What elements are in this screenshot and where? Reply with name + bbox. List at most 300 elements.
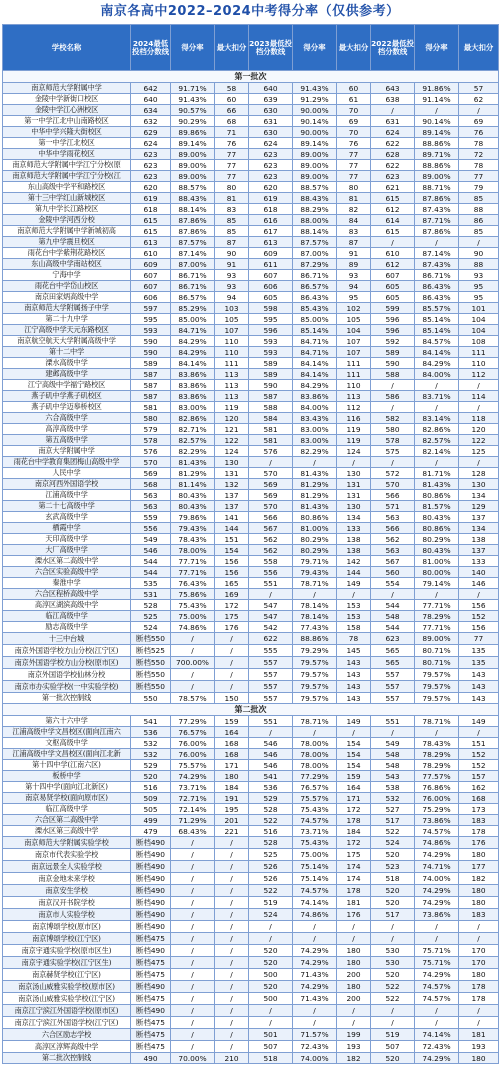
cell-rate-2023: 84.71% bbox=[293, 336, 337, 347]
cell-cutoff-2022: 570 bbox=[371, 479, 415, 490]
cell-school-name: 南京市办实验学校(一中实验学校) bbox=[3, 681, 131, 693]
table-row bbox=[3, 171, 499, 182]
cell-rate-2024: / bbox=[171, 993, 215, 1005]
cell-cutoff-2022: 532 bbox=[371, 793, 415, 804]
cell-rate-2023: 79.57% bbox=[293, 657, 337, 669]
cell-cutoff-2024: 509 bbox=[131, 793, 171, 804]
cell-deduction-2024: 113 bbox=[215, 391, 249, 402]
cell-cutoff-2023: 584 bbox=[249, 413, 293, 424]
cell-cutoff-2022: / bbox=[371, 457, 415, 468]
cell-rate-2023: 87.57% bbox=[293, 237, 337, 248]
cell-school-name: 东山高级中学平和路校区 bbox=[3, 182, 131, 193]
cell-cutoff-2023: 547 bbox=[249, 611, 293, 622]
cell-deduction-2022: 178 bbox=[459, 993, 499, 1005]
cell-rate-2023: 85.43% bbox=[293, 303, 337, 314]
cell-rate-2024: / bbox=[171, 945, 215, 957]
cell-cutoff-2023: 630 bbox=[249, 127, 293, 138]
table-row bbox=[3, 945, 499, 957]
cell-rate-2022: 91.86% bbox=[415, 83, 459, 94]
table-row bbox=[3, 885, 499, 897]
cell-cutoff-2024: 642 bbox=[131, 83, 171, 94]
cell-cutoff-2023: 522 bbox=[249, 885, 293, 897]
cell-deduction-2024: 58 bbox=[215, 83, 249, 94]
cell-cutoff-2023: / bbox=[249, 457, 293, 468]
cell-deduction-2024: 168 bbox=[215, 738, 249, 749]
cell-cutoff-2022: 522 bbox=[371, 826, 415, 837]
cell-cutoff-2022: 544 bbox=[371, 600, 415, 611]
cell-cutoff-2022: 624 bbox=[371, 127, 415, 138]
cell-rate-2024: 83.00% bbox=[171, 402, 215, 413]
cell-rate-2022: 88.86% bbox=[415, 138, 459, 149]
cell-cutoff-2023: 546 bbox=[249, 738, 293, 749]
table-row bbox=[3, 105, 499, 116]
cell-cutoff-2023: 569 bbox=[249, 490, 293, 501]
table-row bbox=[3, 402, 499, 413]
cell-deduction-2022: 149 bbox=[459, 716, 499, 727]
cell-deduction-2022: 78 bbox=[459, 160, 499, 171]
cell-deduction-2022: / bbox=[459, 237, 499, 248]
cell-deduction-2022: / bbox=[459, 921, 499, 933]
cell-rate-2023: / bbox=[293, 921, 337, 933]
cell-rate-2022: 80.71% bbox=[415, 657, 459, 669]
cell-cutoff-2022: 543 bbox=[371, 771, 415, 782]
cell-rate-2023: 75.43% bbox=[293, 804, 337, 815]
table-row bbox=[3, 1017, 499, 1029]
cell-cutoff-2023: 613 bbox=[249, 237, 293, 248]
cell-cutoff-2022: 615 bbox=[371, 193, 415, 204]
cell-deduction-2023: 70 bbox=[337, 127, 371, 138]
table-row bbox=[3, 793, 499, 804]
cell-deduction-2022: 78 bbox=[459, 138, 499, 149]
cell-cutoff-2023: 519 bbox=[249, 897, 293, 909]
cell-cutoff-2022: 623 bbox=[371, 633, 415, 645]
cell-deduction-2023: 70 bbox=[337, 105, 371, 116]
cell-deduction-2022: / bbox=[459, 1017, 499, 1029]
cell-deduction-2022: 180 bbox=[459, 969, 499, 981]
cell-rate-2022: 75.29% bbox=[415, 804, 459, 815]
cell-rate-2022: 88.86% bbox=[415, 160, 459, 171]
cell-cutoff-2022: 520 bbox=[371, 849, 415, 861]
cell-deduction-2023: 84 bbox=[337, 215, 371, 226]
table-row bbox=[3, 1053, 499, 1064]
cell-deduction-2022: 72 bbox=[459, 149, 499, 160]
cell-deduction-2023: 95 bbox=[337, 292, 371, 303]
cell-deduction-2022: 77 bbox=[459, 171, 499, 182]
cell-school-name: 励志高级中学 bbox=[3, 622, 131, 633]
cell-rate-2022: 82.86% bbox=[415, 424, 459, 435]
cell-rate-2023: 79.57% bbox=[293, 681, 337, 693]
cell-cutoff-2023: 570 bbox=[249, 501, 293, 512]
cell-cutoff-2024: 断档490 bbox=[131, 873, 171, 885]
cell-deduction-2024: 85 bbox=[215, 226, 249, 237]
cell-deduction-2024: 141 bbox=[215, 512, 249, 523]
cell-deduction-2023: 149 bbox=[337, 578, 371, 589]
cell-rate-2024: / bbox=[171, 681, 215, 693]
cell-cutoff-2024: 570 bbox=[131, 457, 171, 468]
cell-cutoff-2023: 589 bbox=[249, 358, 293, 369]
table-row bbox=[3, 215, 499, 226]
cell-cutoff-2022: 517 bbox=[371, 815, 415, 826]
cell-cutoff-2022: 522 bbox=[371, 981, 415, 993]
cell-cutoff-2024: 断档490 bbox=[131, 861, 171, 873]
cell-deduction-2024: 137 bbox=[215, 490, 249, 501]
cell-deduction-2022: 181 bbox=[459, 1029, 499, 1041]
cell-rate-2023: 74.86% bbox=[293, 909, 337, 921]
cell-deduction-2024: 221 bbox=[215, 826, 249, 837]
cell-cutoff-2024: 618 bbox=[131, 204, 171, 215]
cell-cutoff-2024: 断档550 bbox=[131, 681, 171, 693]
cell-cutoff-2023: 624 bbox=[249, 138, 293, 149]
cell-rate-2024: 87.00% bbox=[171, 259, 215, 270]
table-row bbox=[3, 681, 499, 693]
cell-rate-2024: 91.43% bbox=[171, 94, 215, 105]
cell-school-name: 江浦高级中学文昌校区(面向江北新 bbox=[3, 749, 131, 760]
table-row bbox=[3, 1029, 499, 1041]
cell-rate-2024: 79.43% bbox=[171, 523, 215, 534]
cell-school-name: 六合区励志学校 bbox=[3, 1029, 131, 1041]
cell-cutoff-2022: 530 bbox=[371, 957, 415, 969]
cell-deduction-2024: 176 bbox=[215, 622, 249, 633]
cell-cutoff-2022: 562 bbox=[371, 534, 415, 545]
cell-cutoff-2024: 536 bbox=[131, 727, 171, 738]
table-row bbox=[3, 83, 499, 94]
cell-school-name: 南京河西外国语学校 bbox=[3, 479, 131, 490]
cell-rate-2023: 79.57% bbox=[293, 693, 337, 704]
cell-rate-2023: 89.14% bbox=[293, 138, 337, 149]
table-row bbox=[3, 512, 499, 523]
cell-rate-2022: 74.29% bbox=[415, 849, 459, 861]
cell-deduction-2022: 122 bbox=[459, 435, 499, 446]
cell-deduction-2024: 168 bbox=[215, 749, 249, 760]
cell-deduction-2024: 164 bbox=[215, 727, 249, 738]
cell-rate-2023: 74.29% bbox=[293, 957, 337, 969]
cell-rate-2024: 72.14% bbox=[171, 804, 215, 815]
cell-deduction-2023: 111 bbox=[337, 358, 371, 369]
cell-cutoff-2023: 557 bbox=[249, 693, 293, 704]
cell-rate-2022: 80.00% bbox=[415, 567, 459, 578]
cell-cutoff-2022: / bbox=[371, 921, 415, 933]
cell-deduction-2022: 57 bbox=[459, 83, 499, 94]
cell-rate-2023: 89.00% bbox=[293, 171, 337, 182]
table-row bbox=[3, 457, 499, 468]
cell-cutoff-2024: 544 bbox=[131, 556, 171, 567]
cell-cutoff-2023: 562 bbox=[249, 545, 293, 556]
cell-rate-2024: 82.57% bbox=[171, 435, 215, 446]
table-row bbox=[3, 160, 499, 171]
cell-rate-2022: 76.00% bbox=[415, 793, 459, 804]
cell-school-name: 人民中学 bbox=[3, 468, 131, 479]
cell-cutoff-2022: 610 bbox=[371, 248, 415, 259]
cell-cutoff-2024: 529 bbox=[131, 760, 171, 771]
cell-cutoff-2024: 590 bbox=[131, 347, 171, 358]
table-row bbox=[3, 116, 499, 127]
cell-school-name: 高淳区淳辉高级中学 bbox=[3, 1041, 131, 1053]
cell-cutoff-2023: 520 bbox=[249, 957, 293, 969]
cell-cutoff-2023: 618 bbox=[249, 204, 293, 215]
cell-cutoff-2024: 610 bbox=[131, 248, 171, 259]
cell-deduction-2022: 143 bbox=[459, 681, 499, 693]
cell-deduction-2023: 172 bbox=[337, 804, 371, 815]
cell-rate-2024: 83.86% bbox=[171, 391, 215, 402]
cell-deduction-2024: 77 bbox=[215, 171, 249, 182]
cell-school-name: 南京市人实验学校 bbox=[3, 909, 131, 921]
cell-cutoff-2023: 558 bbox=[249, 556, 293, 567]
cell-rate-2022: / bbox=[415, 457, 459, 468]
cell-rate-2023: 74.00% bbox=[293, 1053, 337, 1064]
cell-cutoff-2022: 563 bbox=[371, 545, 415, 556]
cell-school-name: 南京大学附属中学 bbox=[3, 446, 131, 457]
cell-deduction-2023: 87 bbox=[337, 237, 371, 248]
cell-school-name: 六合区第二高级中学 bbox=[3, 815, 131, 826]
table-row bbox=[3, 424, 499, 435]
cell-deduction-2022: 135 bbox=[459, 657, 499, 669]
cell-school-name: 文枢高级中学 bbox=[3, 738, 131, 749]
cell-cutoff-2024: 593 bbox=[131, 325, 171, 336]
cell-rate-2024: 86.57% bbox=[171, 292, 215, 303]
cell-rate-2024: 90.29% bbox=[171, 116, 215, 127]
cell-school-name: 临江高级中学 bbox=[3, 611, 131, 622]
cell-rate-2022: 74.29% bbox=[415, 969, 459, 981]
cell-rate-2024: 700.00% bbox=[171, 657, 215, 669]
cell-rate-2023: 88.14% bbox=[293, 226, 337, 237]
cell-rate-2023: 90.00% bbox=[293, 127, 337, 138]
cell-deduction-2023: / bbox=[337, 589, 371, 600]
cell-deduction-2024: / bbox=[215, 633, 249, 645]
cell-rate-2022: 78.29% bbox=[415, 611, 459, 622]
cell-cutoff-2024: 587 bbox=[131, 391, 171, 402]
cell-rate-2024: 75.43% bbox=[171, 600, 215, 611]
cell-rate-2022: 85.14% bbox=[415, 314, 459, 325]
cell-rate-2023: 88.43% bbox=[293, 193, 337, 204]
cell-deduction-2024: 110 bbox=[215, 336, 249, 347]
cell-cutoff-2023: 555 bbox=[249, 645, 293, 657]
table-row bbox=[3, 182, 499, 193]
cell-rate-2022: 84.29% bbox=[415, 358, 459, 369]
cell-cutoff-2022: 621 bbox=[371, 182, 415, 193]
cell-deduction-2022: 129 bbox=[459, 501, 499, 512]
cell-school-name: 第十二中学 bbox=[3, 347, 131, 358]
cell-rate-2023: 80.29% bbox=[293, 534, 337, 545]
cell-rate-2022: 81.43% bbox=[415, 479, 459, 490]
cell-cutoff-2024: 579 bbox=[131, 424, 171, 435]
cell-cutoff-2023: 581 bbox=[249, 424, 293, 435]
cell-cutoff-2024: 590 bbox=[131, 336, 171, 347]
cell-rate-2022: 87.43% bbox=[415, 259, 459, 270]
table-row bbox=[3, 479, 499, 490]
cell-cutoff-2022: / bbox=[371, 1005, 415, 1017]
cell-rate-2023: 83.43% bbox=[293, 413, 337, 424]
cell-rate-2022: 78.29% bbox=[415, 749, 459, 760]
cell-cutoff-2024: 559 bbox=[131, 512, 171, 523]
section-header-row bbox=[3, 704, 499, 716]
cell-cutoff-2023: 623 bbox=[249, 171, 293, 182]
cell-rate-2022: 89.14% bbox=[415, 127, 459, 138]
cell-cutoff-2023: 518 bbox=[249, 1053, 293, 1064]
cell-deduction-2023: 174 bbox=[337, 873, 371, 885]
cell-cutoff-2022: 566 bbox=[371, 523, 415, 534]
cell-cutoff-2022: 548 bbox=[371, 760, 415, 771]
cell-school-name: 南京田家炳高级中学 bbox=[3, 292, 131, 303]
cell-cutoff-2023: 500 bbox=[249, 993, 293, 1005]
cell-rate-2023: 79.57% bbox=[293, 669, 337, 681]
cell-cutoff-2022: 578 bbox=[371, 435, 415, 446]
table-row bbox=[3, 149, 499, 160]
cell-rate-2023: 74.29% bbox=[293, 945, 337, 957]
cell-rate-2022: 74.71% bbox=[415, 861, 459, 873]
cell-rate-2022: 74.14% bbox=[415, 1029, 459, 1041]
cell-rate-2022: 72.43% bbox=[415, 1041, 459, 1053]
cell-deduction-2023: 113 bbox=[337, 391, 371, 402]
table-row bbox=[3, 358, 499, 369]
cell-school-name: 六合高级中学 bbox=[3, 413, 131, 424]
cell-cutoff-2024: 556 bbox=[131, 523, 171, 534]
cell-cutoff-2022: 571 bbox=[371, 501, 415, 512]
cell-school-name: 南京师范大学附属中学江宁分校(江 bbox=[3, 171, 131, 182]
cell-deduction-2022: 133 bbox=[459, 556, 499, 567]
cell-school-name: 南京师范大学附属扬子中学 bbox=[3, 303, 131, 314]
cell-cutoff-2022: 612 bbox=[371, 204, 415, 215]
cell-school-name: 六合区实验高级中学 bbox=[3, 567, 131, 578]
cell-rate-2023: 78.14% bbox=[293, 600, 337, 611]
table-row bbox=[3, 226, 499, 237]
cell-cutoff-2024: 505 bbox=[131, 804, 171, 815]
cell-cutoff-2024: 632 bbox=[131, 116, 171, 127]
table-row bbox=[3, 391, 499, 402]
cell-deduction-2022: / bbox=[459, 457, 499, 468]
cell-deduction-2023: 143 bbox=[337, 669, 371, 681]
cell-deduction-2023: 175 bbox=[337, 849, 371, 861]
cell-deduction-2024: / bbox=[215, 849, 249, 861]
cell-deduction-2024: 91 bbox=[215, 259, 249, 270]
table-row bbox=[3, 669, 499, 681]
cell-cutoff-2024: 断档525 bbox=[131, 645, 171, 657]
cell-rate-2022: 90.14% bbox=[415, 116, 459, 127]
cell-deduction-2023: 119 bbox=[337, 435, 371, 446]
cell-school-name: 南京宇通实验学校(原市区生) bbox=[3, 945, 131, 957]
cell-rate-2023: 84.14% bbox=[293, 369, 337, 380]
cell-rate-2023: 81.00% bbox=[293, 523, 337, 534]
cell-rate-2023: 72.43% bbox=[293, 1041, 337, 1053]
cell-deduction-2024: 76 bbox=[215, 138, 249, 149]
cell-rate-2022: 91.14% bbox=[415, 94, 459, 105]
cell-cutoff-2023: 593 bbox=[249, 347, 293, 358]
cell-cutoff-2024: 619 bbox=[131, 193, 171, 204]
cell-deduction-2024: 131 bbox=[215, 468, 249, 479]
cell-school-name: 第一中学江北中山南路校区 bbox=[3, 116, 131, 127]
cell-deduction-2022: 151 bbox=[459, 738, 499, 749]
cell-school-name: 第二十七高级中学 bbox=[3, 501, 131, 512]
cell-deduction-2023: 154 bbox=[337, 738, 371, 749]
cell-cutoff-2024: 断档550 bbox=[131, 657, 171, 669]
cell-deduction-2023: 178 bbox=[337, 815, 371, 826]
cell-cutoff-2022: 557 bbox=[371, 669, 415, 681]
cell-rate-2024: 75.57% bbox=[171, 760, 215, 771]
cell-cutoff-2023: 507 bbox=[249, 1041, 293, 1053]
cell-rate-2023: 85.00% bbox=[293, 314, 337, 325]
cell-cutoff-2023: 609 bbox=[249, 248, 293, 259]
cell-rate-2024: 80.43% bbox=[171, 501, 215, 512]
cell-deduction-2024: 113 bbox=[215, 380, 249, 391]
cell-rate-2024: 68.43% bbox=[171, 826, 215, 837]
cell-rate-2024: 78.43% bbox=[171, 534, 215, 545]
cell-rate-2024: / bbox=[171, 933, 215, 945]
cell-rate-2024: 81.14% bbox=[171, 479, 215, 490]
table-row bbox=[3, 716, 499, 727]
cell-deduction-2023: 83 bbox=[337, 226, 371, 237]
cell-rate-2022: / bbox=[415, 921, 459, 933]
cell-deduction-2022: 93 bbox=[459, 270, 499, 281]
cell-cutoff-2022: / bbox=[371, 402, 415, 413]
cell-cutoff-2022: / bbox=[371, 727, 415, 738]
cell-deduction-2022: 146 bbox=[459, 578, 499, 589]
cell-cutoff-2024: 576 bbox=[131, 446, 171, 457]
cell-school-name: 天印高级中学 bbox=[3, 534, 131, 545]
cell-deduction-2022: 138 bbox=[459, 534, 499, 545]
cell-deduction-2023: 107 bbox=[337, 336, 371, 347]
cell-school-name: 南京航空航天大学附属高级中学 bbox=[3, 336, 131, 347]
cell-cutoff-2024: 541 bbox=[131, 716, 171, 727]
cell-rate-2023: 74.14% bbox=[293, 897, 337, 909]
cell-cutoff-2024: 595 bbox=[131, 314, 171, 325]
cell-rate-2023: 75.14% bbox=[293, 873, 337, 885]
cell-deduction-2024: 60 bbox=[215, 94, 249, 105]
cell-rate-2023: 86.43% bbox=[293, 292, 337, 303]
cell-cutoff-2024: 597 bbox=[131, 303, 171, 314]
cell-rate-2024: 79.86% bbox=[171, 512, 215, 523]
cell-deduction-2022: 85 bbox=[459, 193, 499, 204]
cell-rate-2022: 80.43% bbox=[415, 545, 459, 556]
table-row bbox=[3, 270, 499, 281]
header-2024-rate: 得分率 bbox=[171, 25, 215, 71]
cell-deduction-2022: / bbox=[459, 380, 499, 391]
cell-rate-2023: 90.14% bbox=[293, 116, 337, 127]
cell-school-name: 南京江宁滨江外国语学校(江宁区) bbox=[3, 1017, 131, 1029]
cell-rate-2024: 76.43% bbox=[171, 578, 215, 589]
cell-deduction-2023: 105 bbox=[337, 314, 371, 325]
cell-school-name: 大厂高级中学 bbox=[3, 545, 131, 556]
cell-rate-2024: 91.71% bbox=[171, 83, 215, 94]
cell-deduction-2023: 142 bbox=[337, 556, 371, 567]
cell-deduction-2022: 120 bbox=[459, 424, 499, 435]
header-2024-deduction: 最大扣分 bbox=[215, 25, 249, 71]
table-row bbox=[3, 259, 499, 270]
cell-school-name: 第五高级中学 bbox=[3, 435, 131, 446]
cell-cutoff-2022: 507 bbox=[371, 1041, 415, 1053]
cell-rate-2024: 83.86% bbox=[171, 380, 215, 391]
cell-deduction-2022: 125 bbox=[459, 446, 499, 457]
cell-cutoff-2024: 535 bbox=[131, 578, 171, 589]
table-row bbox=[3, 837, 499, 849]
cell-deduction-2024: / bbox=[215, 837, 249, 849]
cell-deduction-2023: / bbox=[337, 933, 371, 945]
cell-cutoff-2023: 607 bbox=[249, 270, 293, 281]
table-row bbox=[3, 826, 499, 837]
cell-cutoff-2024: 断档490 bbox=[131, 909, 171, 921]
cell-rate-2022: 74.57% bbox=[415, 981, 459, 993]
cell-deduction-2024: 156 bbox=[215, 556, 249, 567]
cell-rate-2023: / bbox=[293, 933, 337, 945]
cell-cutoff-2023: 546 bbox=[249, 749, 293, 760]
cell-cutoff-2022: 548 bbox=[371, 749, 415, 760]
table-row bbox=[3, 204, 499, 215]
cell-rate-2022: 84.14% bbox=[415, 347, 459, 358]
cell-deduction-2023: 138 bbox=[337, 545, 371, 556]
cell-rate-2023: 82.29% bbox=[293, 446, 337, 457]
cell-school-name: 南京师范大学附属中学新城初高 bbox=[3, 226, 131, 237]
cell-cutoff-2023: 567 bbox=[249, 523, 293, 534]
cell-rate-2023: 83.00% bbox=[293, 424, 337, 435]
cell-deduction-2023: 182 bbox=[337, 1053, 371, 1064]
